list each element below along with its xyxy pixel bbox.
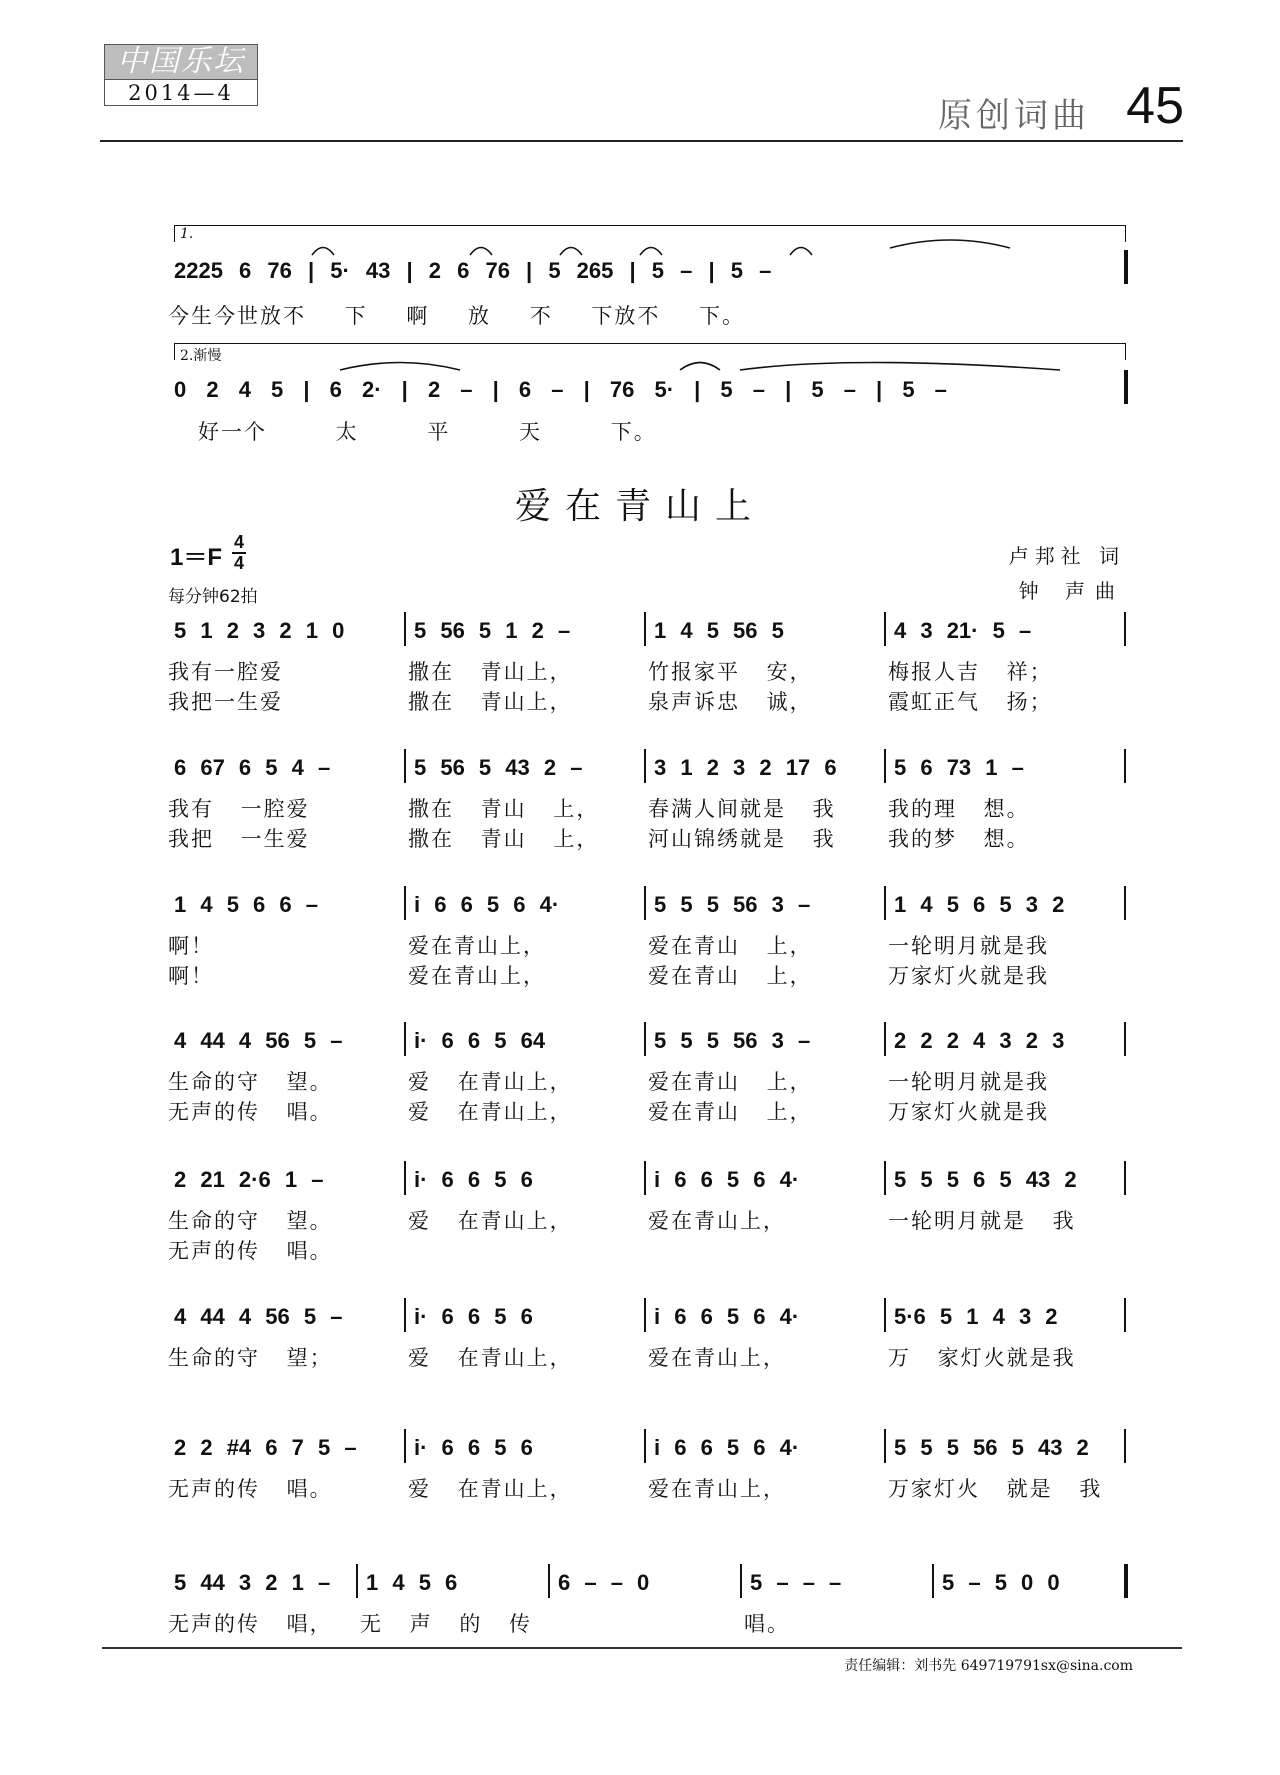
slur	[640, 248, 662, 256]
lyric-line-2: 撒在 青山 上，	[408, 827, 600, 851]
measure-notes: 1 4 5 6 5 3 2	[894, 892, 1065, 917]
volta-2-label: 2.渐慢	[180, 348, 222, 364]
lyric-line-1: 竹报家平 安，	[648, 660, 813, 684]
lyric-line-2: 无声的传 唱。	[168, 1100, 333, 1124]
measure-notes: 5 56 5 43 2 –	[414, 755, 583, 780]
lyric-line-1: 爱在青山上，	[648, 1477, 786, 1501]
song-title: 爱在青山上	[514, 486, 765, 527]
measure-notes: 4 44 4 56 5 –	[174, 1304, 343, 1329]
measure-notes: 5 5 5 56 3 –	[654, 892, 811, 917]
time-sig-top: 4	[233, 532, 244, 552]
lyric-line-2: 爱 在青山上，	[408, 1100, 573, 1124]
slur	[790, 248, 812, 256]
lyric-line-1: 我有 一腔爱	[168, 797, 310, 821]
lyric-line-2: 泉声诉忠 诚，	[648, 690, 813, 714]
measure-notes: 4 3 21· 5 –	[894, 618, 1032, 643]
lyric-line-1: 我有一腔爱	[168, 660, 283, 684]
slur	[890, 240, 1010, 248]
lyric-line-1: 无 声 的 传	[360, 1612, 533, 1636]
measure-notes: 4 44 4 56 5 –	[174, 1028, 343, 1053]
lyric-line-1: 我的理 想。	[888, 797, 1030, 821]
lyric-line-2: 我的梦 想。	[888, 827, 1030, 851]
measure-notes: 1 4 5 6 6 –	[174, 892, 318, 917]
measure-notes: 2 2 #4 6 7 5 –	[174, 1435, 357, 1460]
measure-notes: 5 – 5 0 0	[942, 1570, 1060, 1595]
measure-notes: i 6 6 5 6 4·	[414, 892, 560, 917]
volta-1-notes: 2225 6 76 | 5· 43 | 2 6 76 | 5 265 | 5 – | 5 –	[174, 258, 772, 283]
measure-notes: i 6 6 5 6 4·	[654, 1167, 800, 1192]
measure-notes: i· 6 6 5 6	[414, 1304, 533, 1329]
magazine-logo: 中国乐坛	[105, 45, 257, 79]
lyric-line-1: 爱 在青山上，	[408, 1477, 573, 1501]
lyric-line-1: 生命的守 望；	[168, 1346, 333, 1370]
lyric-line-2: 爱在青山 上，	[648, 964, 813, 988]
lyric-line-1: 一轮明月就是我	[888, 934, 1049, 958]
lyric-line-2: 万家灯火就是我	[888, 1100, 1049, 1124]
measure-notes: 5 5 5 56 3 –	[654, 1028, 811, 1053]
lyric-line-1: 唱。	[744, 1612, 790, 1636]
lyric-line-1: 万 家灯火就是我	[888, 1346, 1076, 1370]
volta-1-label: 1.	[180, 226, 194, 242]
lyric-line-1: 梅报人吉 祥；	[888, 660, 1053, 684]
slur	[680, 363, 720, 371]
measure-notes: 1 4 5 56 5	[654, 618, 784, 643]
slur	[560, 248, 582, 256]
lyric-line-1: 生命的守 望。	[168, 1070, 333, 1094]
volta-1-lyrics: 今生今世放不 下 啊 放 不 下放不 下。	[168, 304, 746, 328]
measure-notes: 5 – – –	[750, 1570, 842, 1595]
measure-notes: 2 2 2 4 3 2 3	[894, 1028, 1065, 1053]
lyricist-credit: 卢邦社 词	[1008, 544, 1125, 568]
lyric-line-1: 爱 在青山上，	[408, 1209, 573, 1233]
footer-rule	[102, 1647, 1182, 1649]
page-number: 45	[1126, 77, 1184, 135]
issue-number: 2014—4	[105, 79, 257, 106]
lyric-line-1: 啊！	[168, 934, 214, 958]
tempo-marking: 每分钟62拍	[168, 587, 258, 607]
measure-notes: 5·6 5 1 4 3 2	[894, 1304, 1058, 1329]
slur	[340, 363, 460, 371]
measure-notes: 6 – – 0	[558, 1570, 650, 1595]
measure-notes: i 6 6 5 6 4·	[654, 1304, 800, 1329]
composer-credit: 钟 声曲	[1018, 579, 1125, 603]
lyric-line-1: 撒在 青山上，	[408, 660, 573, 684]
lyric-line-1: 爱在青山 上，	[648, 1070, 813, 1094]
lyric-line-1: 爱在青山 上，	[648, 934, 813, 958]
lyric-line-1: 爱 在青山上，	[408, 1070, 573, 1094]
measure-notes: i 6 6 5 6 4·	[654, 1435, 800, 1460]
lyric-line-2: 霞虹正气 扬；	[888, 690, 1053, 714]
lyric-line-1: 爱在青山上，	[408, 934, 546, 958]
slur	[740, 363, 1060, 371]
lyric-line-1: 爱 在青山上，	[408, 1346, 573, 1370]
measure-notes: 3 1 2 3 2 17 6	[654, 755, 837, 780]
lyric-line-1: 无声的传 唱。	[168, 1477, 333, 1501]
lyric-line-2: 我把一生爱	[168, 690, 283, 714]
measure-notes: 2 21 2·6 1 –	[174, 1167, 324, 1192]
volta-2-lyrics: 好一个 太 平 天 下。	[198, 420, 657, 444]
measure-notes: 5 1 2 3 2 1 0	[174, 618, 345, 643]
key-signature: 1＝F	[170, 544, 223, 571]
lyric-line-2: 爱在青山 上，	[648, 1100, 813, 1124]
measure-notes: 1 4 5 6	[366, 1570, 458, 1595]
lyric-line-1: 撒在 青山 上，	[408, 797, 600, 821]
measure-notes: i· 6 6 5 6	[414, 1167, 533, 1192]
editor-credit: 责任编辑：刘书先 649719791sx@sina.com	[844, 1658, 1133, 1674]
measure-notes: 5 6 73 1 –	[894, 755, 1024, 780]
lyric-line-2: 无声的传 唱。	[168, 1239, 333, 1263]
volta-2-notes: 0 2 4 5 | 6 2· | 2 – | 6 – | 76 5· | 5 – | 5 – | 5 –	[174, 377, 947, 402]
lyric-line-1: 无声的传 唱，	[168, 1612, 333, 1636]
measure-notes: i· 6 6 5 6	[414, 1435, 533, 1460]
lyric-line-1: 一轮明月就是我	[888, 1070, 1049, 1094]
lyric-line-2: 万家灯火就是我	[888, 964, 1049, 988]
lyric-line-1: 爱在青山上，	[648, 1346, 786, 1370]
time-sig-bottom: 4	[233, 553, 244, 573]
lyric-line-1: 春满人间就是 我	[648, 797, 836, 821]
slur	[312, 248, 334, 256]
lyric-line-2: 撒在 青山上，	[408, 690, 573, 714]
measure-notes: 6 67 6 5 4 –	[174, 755, 331, 780]
measure-notes: i· 6 6 5 64	[414, 1028, 546, 1053]
lyric-line-1: 一轮明月就是 我	[888, 1209, 1076, 1233]
slur	[470, 248, 492, 256]
section-title: 原创词曲	[938, 96, 1090, 136]
measure-notes: 5 56 5 1 2 –	[414, 618, 571, 643]
measure-notes: 5 44 3 2 1 –	[174, 1570, 331, 1595]
lyric-line-1: 爱在青山上，	[648, 1209, 786, 1233]
measure-notes: 5 5 5 56 5 43 2	[894, 1435, 1089, 1460]
lyric-line-1: 万家灯火 就是 我	[888, 1477, 1103, 1501]
lyric-line-2: 啊！	[168, 964, 214, 988]
lyric-line-2: 我把 一生爱	[168, 827, 310, 851]
lyric-line-2: 爱在青山上，	[408, 964, 546, 988]
lyric-line-1: 生命的守 望。	[168, 1209, 333, 1233]
lyric-line-2: 河山锦绣就是 我	[648, 827, 836, 851]
measure-notes: 5 5 5 6 5 43 2	[894, 1167, 1077, 1192]
